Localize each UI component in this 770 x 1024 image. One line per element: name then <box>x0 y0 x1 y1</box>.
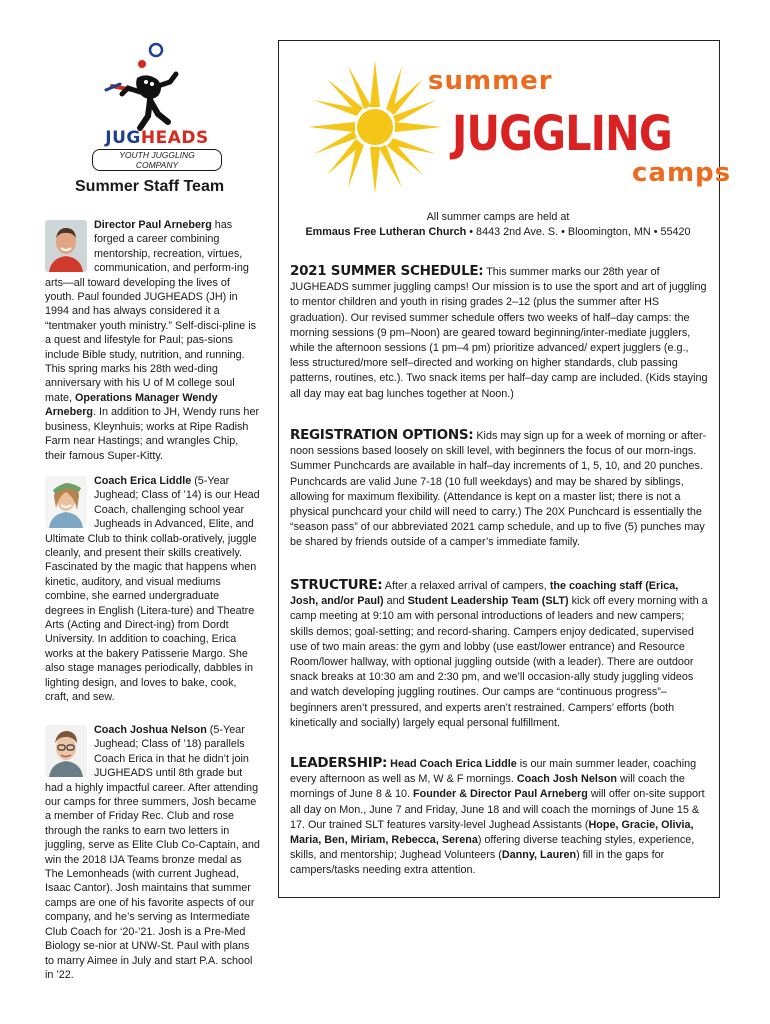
paul-photo <box>45 220 87 272</box>
leadership-text-1: is our main summer leader, coaching every afternoon as well as M, W & F mornings. <box>290 758 697 786</box>
section-structure <box>290 578 708 731</box>
registration-heading: REGISTRATION OPTIONS: <box>290 427 474 443</box>
leadership-paul: Founder & Director Paul Arneberg <box>413 788 588 801</box>
structure-coaching-staff: the coaching staff (Erica, Josh, and/or Paul) <box>290 580 679 608</box>
joshua-photo <box>45 725 87 777</box>
brand-jug: JUG <box>105 128 141 148</box>
leadership-volunteers: Danny, Lauren <box>501 849 577 862</box>
structure-text-3: kick off every morning with a camp meeting at 9:10 am with personal introductions of leaders and new campers; skills demos; goal-setting; and record-sharing. Campers enjoy dedicated, supervised use of two main areas: the gym and lobby (use east/lower entrance) and Resource Room/lower hallway, with optional juggling outside (with a leader). There are outdoor snack breaks at 10:30 am and 2:30 pm, and we’ll occasion-ally study juggling videos and watch developing juggling routines. Our camps are “continuous progress”–beginners aren’t pressured, and experts aren’t restrained. Campers’ efforts (both kinetically and socially) largely equal personal fulfillment. <box>290 595 708 729</box>
section-schedule <box>290 264 708 402</box>
erica-bio-text: (5-Year Jughead; Class of ’14) is our Head Coach, challenging school year Jugheads in Advanced, Elite, and Ultimate Club to think collab-oratively, juggle cleanly, and present their skills creatively. Fascinated by the magic that happens when kinetic, auditory, and visual mediums combine, she earned undergraduate degrees in English (Litera-ture) and Theatre Arts (Acting and Direct-ing) from Dordt University. In addition to coaching, Erica works at the bakery Patisserie Margo. She also stage manages periodically, dabbles in lighting design, and loves to bake, cook, craft, and sew. <box>45 475 260 704</box>
leadership-text-3: will offer on-site support all day on Mon., June 7 and Friday, June 18 and will coach the mornings of June 15 & 17. Our trained SLT features varsity-level Jughead Assistants ( <box>290 788 705 831</box>
structure-heading: STRUCTURE: <box>290 577 383 593</box>
leadership-text-2: will coach the mornings of June 8 & 10. <box>290 773 685 801</box>
staff-title: Summer Staff Team <box>75 178 225 195</box>
leadership-text-5: ) fill in the gaps for campers/tasks needing extra attention. <box>290 849 665 877</box>
title-summer: summer <box>428 66 553 96</box>
paul-bio-text: has forged a career combining mentorship, recreation, virtues, communication, and perform-ing arts—all toward developing the lives of youth. Paul founded JUGHEADS (JH) in 1994 and has always considered it a “tentmaker youth ministry.” Self-disci-pline is a quest and lifestyle for Paul; pas-sions include Bible study, nutrition, and running. This spring marks his 28th wed-ding anniversary with his U of M college soul mate, <box>45 219 256 404</box>
title-camps: camps <box>632 158 732 188</box>
erica-name: Coach Erica Liddle <box>94 475 192 487</box>
wendy-name: Operations Manager Wendy Arneberg <box>45 391 218 419</box>
brand-heads: HEADS <box>140 128 209 148</box>
title-juggling: JUGGLING <box>452 106 672 162</box>
bio-joshua <box>45 723 260 982</box>
leadership-josh: Coach Josh Nelson <box>516 773 618 786</box>
brand-wordmark <box>92 128 222 148</box>
schedule-text: This summer marks our 28th year of JUGHEADS summer juggling camps! Our mission is to use the sport and art of juggling to mentor children and youth in rising grades 2–12 (plus the summer after HS graduation). Our revised summer schedule offers two weeks of half–day camps: the morning sessions (9 pm–Noon) are geared toward beginning/inter-mediate jugglers, while the afternoon sessions (1 pm–4 pm) prioritize advanced/ expert jugglers (e.g., less structured/more self–directed and working on higher standards, club passing patterns, routines, etc.). Two snack items per half–day camp are included. (Kids staying all day may eat bag lunches together at Noon.) <box>290 266 708 400</box>
venue-address: • 8443 2nd Ave. S. • Bloomington, MN • 55420 <box>466 226 691 238</box>
erica-photo <box>45 476 87 528</box>
leadership-erica: Head Coach Erica Liddle <box>387 758 517 770</box>
structure-text-1: After a relaxed arrival of campers, <box>382 580 550 592</box>
venue-address-line <box>288 225 708 240</box>
venue-info <box>288 210 708 240</box>
jugheads-logo-text <box>92 128 222 173</box>
leadership-assistants: Hope, Gracie, Olivia, Maria, Ben, Miriam, Rebecca, Serena <box>290 818 694 847</box>
leadership-heading: LEADERSHIP: <box>290 755 388 771</box>
venue-intro: All summer camps are held at <box>426 211 570 223</box>
joshua-name: Coach Joshua Nelson <box>94 724 207 736</box>
wendy-bio-text: . In addition to JH, Wendy runs her business, Kleynhuis; works at Ripe Radish Farm near Hastings; and wrangles Chip, their famous Super-Kitty. <box>45 406 260 462</box>
registration-text: Kids may sign up for a week of morning or after-noon sessions based loosely on skill level, with beginners the focus of our morn-ings. Summer Punchcards are available in half–day increments of 1, 5, 10, and 20 punches. Punchcards are valid June 7-18 (10 full weekdays) and may be shared by siblings, allowing for maximum flexibility. (Attendance is kept on a master list; there is not a physical punchcard your child will need to carry.) The 20X Punchcard is essentially the “season pass” of our abbreviated 2021 camp schedule, and up to five (5) punches may be shared by friends outside of a camper’s immediate family. <box>290 430 707 549</box>
joshua-bio-text: (5-Year Jughead; Class of ’18) parallels Coach Erica in that he didn’t join JUGHEADS until 8th grade but had a highly impactful career. After attending our camps for three summers, Josh became a member of Friday Rec. Club and rose through the ranks to earn two letters in juggling, serve as Elite Club Co-Captain, and win the 2018 IJA Teams bronze medal as The Lemonheads (with current Jughead, Isaac Cantor). Josh maintains that summer camps are one of his favorite aspects of our company, and he’s serving as Intermediate Club Coach for ‘20-’21. Josh is a Pre-Med Biology se-nior at UNW-St. Paul with plans to marry Aimee in July and start P.A. school in ’22. <box>45 724 260 981</box>
section-registration <box>290 428 708 551</box>
structure-text-2: and <box>383 595 408 608</box>
schedule-heading: 2021 SUMMER SCHEDULE: <box>290 263 484 279</box>
paul-name: Director Paul Arneberg <box>94 219 212 231</box>
brand-tagline: YOUTH JUGGLING COMPANY <box>92 149 222 171</box>
bio-erica <box>45 474 260 705</box>
section-leadership <box>290 756 708 879</box>
venue-church: Emmaus Free Lutheran Church <box>305 226 467 238</box>
structure-slt: Student Leadership Team (SLT) <box>407 595 569 608</box>
bio-paul <box>45 218 260 463</box>
leadership-text-4: ) offering diverse teaching styles, experience, skills, and mentorship; Jughead Volunteers ( <box>290 834 695 862</box>
